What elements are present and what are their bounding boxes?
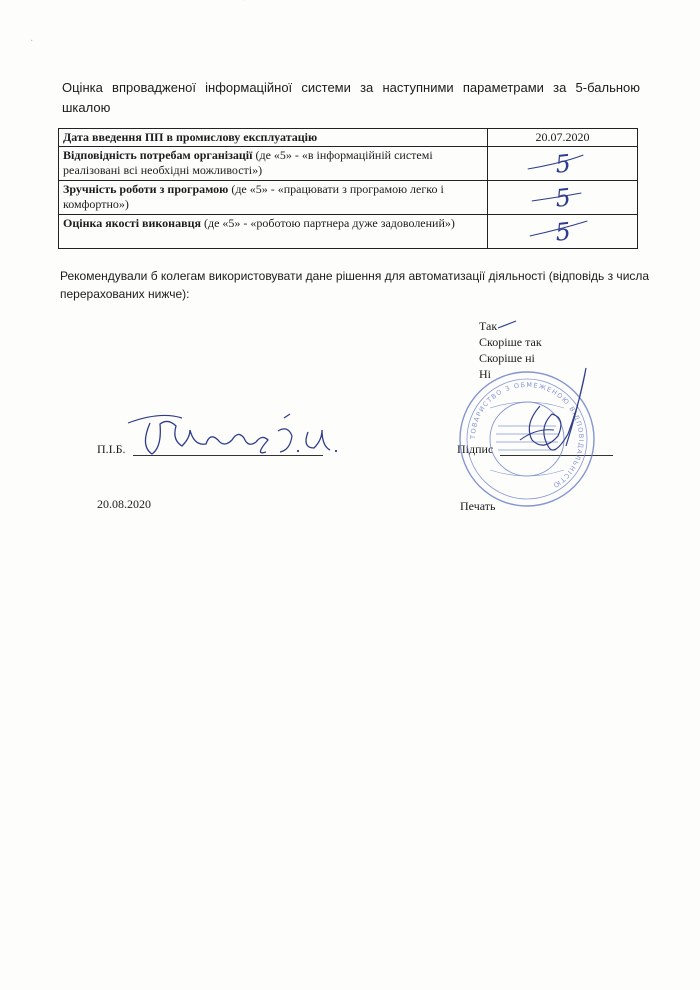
commissioning-date: 20.07.2020 <box>535 130 590 144</box>
param-note: (де «5» - «в інформаційній системі реалізовані всі необхідні можливості») <box>63 148 433 177</box>
scan-mark: ' <box>243 0 245 8</box>
param-note: (де «5» - «працювати з програмою легко і комфортно») <box>63 182 444 211</box>
handwritten-score: 5 <box>553 216 572 247</box>
company-seal-icon <box>460 372 594 506</box>
svg-text:ТОВАРИСТВО З ОБМЕЖЕНОЮ ВІДПОВІ <box>469 381 585 490</box>
param-cell <box>59 147 488 181</box>
option-yes: Так <box>479 319 498 333</box>
table-row <box>59 181 638 215</box>
value-cell <box>488 129 638 147</box>
param-label: Відповідність потребам організації <box>63 148 253 162</box>
pib-label: П.І.Б. <box>97 442 126 456</box>
document-date: 20.08.2020 <box>97 497 151 511</box>
param-cell <box>59 215 488 249</box>
param-cell <box>59 129 488 147</box>
param-label: Оцінка якості виконавця <box>63 216 201 230</box>
value-cell <box>488 215 638 249</box>
table-row <box>59 147 638 181</box>
param-label: Дата введення ПП в промислову експлуатацію <box>63 130 318 144</box>
option-no: Ні <box>479 367 491 381</box>
handwritten-score: 5 <box>553 148 572 179</box>
pib-line <box>133 455 323 456</box>
table-row <box>59 215 638 249</box>
table-row <box>59 129 638 147</box>
answer-options <box>479 318 542 382</box>
param-label: Зручність роботи з програмою <box>63 182 229 196</box>
signature-line <box>500 455 613 456</box>
ratings-table <box>58 128 638 249</box>
value-cell <box>488 147 638 181</box>
option-rather-yes: Скоріше так <box>479 335 542 349</box>
handwritten-score: 5 <box>553 182 572 213</box>
seal-ring-text: ТОВАРИСТВО З ОБМЕЖЕНОЮ ВІДПОВІДАЛЬНІСТЮ <box>468 380 586 490</box>
param-note: (де «5» - «роботою партнера дуже задоволений») <box>200 216 455 230</box>
intro-text: Оцінка впровадженої інформаційної системи за наступними параметрами за 5-бальною шкалою <box>62 80 640 115</box>
option-rather-no: Скоріше ні <box>479 351 535 365</box>
scan-mark: · <box>30 36 34 47</box>
recommendation-question: Рекомендували б колегам використовувати дане рішення для автоматизації діяльності (відповідь з числа перерахованих нижче): <box>60 269 650 301</box>
param-cell <box>59 181 488 215</box>
signature-label: Підпис <box>457 442 494 456</box>
value-cell <box>488 181 638 215</box>
stamp-label: Печать <box>460 499 496 513</box>
signature-name-text: Яценко В. М. <box>0 0 6 1</box>
